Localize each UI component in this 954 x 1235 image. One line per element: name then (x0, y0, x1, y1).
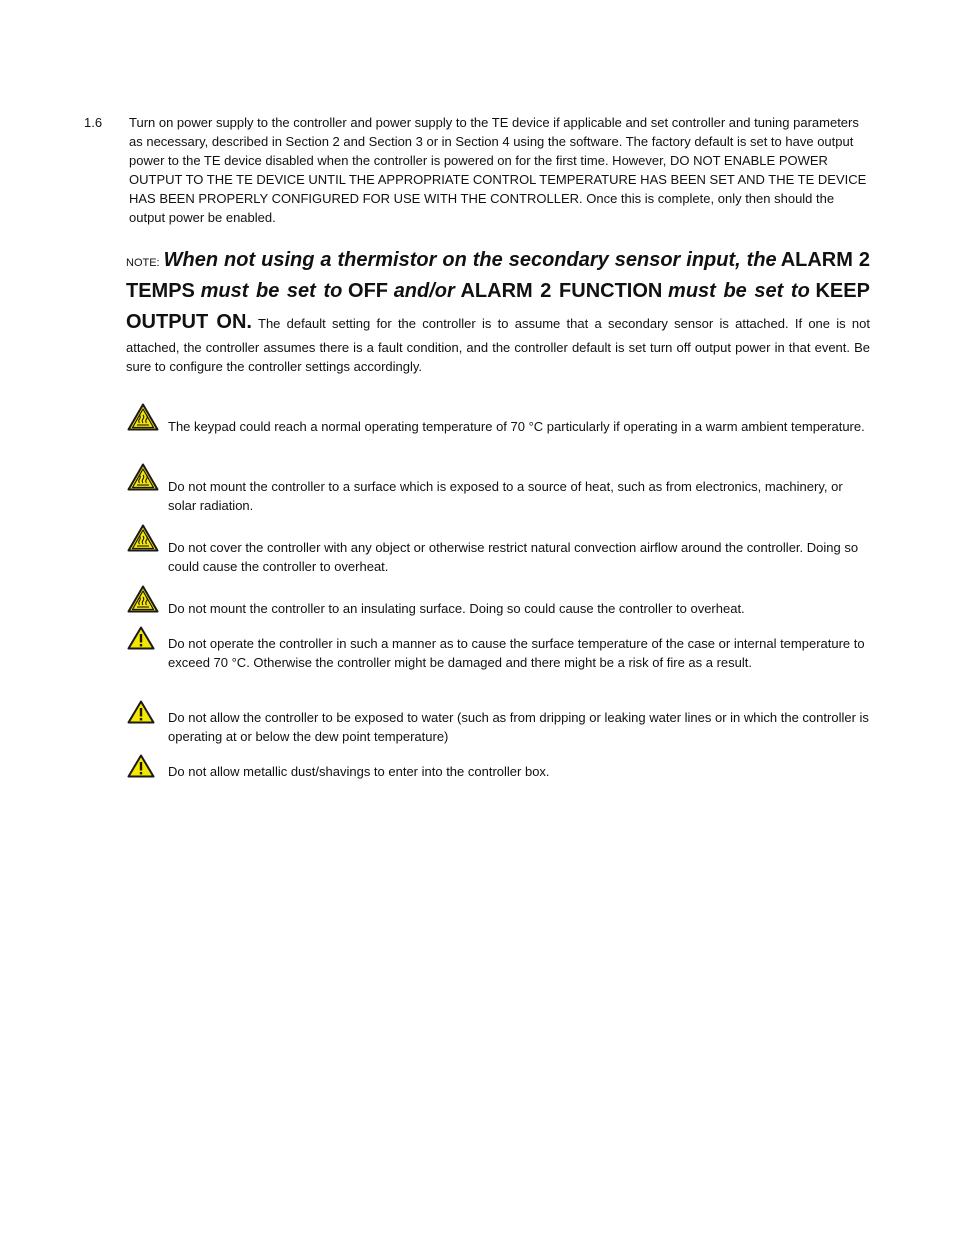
note-emphasis: must be set to (668, 280, 810, 302)
note-keyword-alarm2-function: ALARM 2 FUNCTION (460, 280, 663, 302)
note-keyword-keep-output-on: KEEP OUTPUT ON. (126, 280, 870, 333)
warning-text: Do not cover the controller with any object or otherwise restrict natural convection airflow around the controller. Doing so could cause the controller to overheat. (168, 540, 859, 574)
note-emphasis: must be set to (200, 280, 343, 302)
warning-text: Do not allow metallic dust/shavings to enter into the controller box. (168, 764, 550, 779)
note-tail-text: The default setting for the controller is to assume that a secondary sensor is attached. If one is not attached, the controller assumes there is a fault condition, and the controller default is set turn off output power in that event. Be sure to configure the controller settings accordingly. (126, 316, 870, 374)
warning-text: Do not allow the controller to be exposed to water (such as from dripping or leaking water lines or in which the controller is operating at or below the dew point temperature) (168, 710, 869, 744)
hot-surface-icon (127, 524, 159, 552)
caution-icon (127, 626, 159, 654)
section-number: 1.6 (84, 115, 103, 130)
warning-text: Do not mount the controller to an insulating surface. Doing so could cause the controller to overheat. (168, 601, 745, 616)
note-emphasis: and/or (393, 280, 455, 302)
hot-surface-icon (127, 585, 159, 613)
caution-icon (127, 754, 159, 782)
caution-icon (127, 700, 159, 728)
note-keyword-alarm2-temps: ALARM 2 TEMPS (126, 249, 870, 302)
note-keyword-off: OFF (348, 280, 389, 302)
note-emphasis: When not using a thermistor on the secondary sensor input, the (163, 249, 777, 271)
warning-text: The keypad could reach a normal operating temperature of 70 °C particularly if operating in a warm ambient temperature. (168, 419, 865, 434)
warning-text: Do not operate the controller in such a manner as to cause the surface temperature of the case or internal temperature to exceed 70 °C. Otherwise the controller might be damaged and there might be a risk of fire as a result. (168, 636, 865, 670)
hot-surface-icon (127, 463, 159, 491)
hot-surface-icon (127, 403, 159, 431)
note-block (126, 245, 870, 376)
section-paragraph: Turn on power supply to the controller and power supply to the TE device if applicable and set controller and tuning parameters as necessary, described in Section 2 and Section 3 or in Section 4 using the software. The factory default is set to have output power to the TE device disabled when the controller is powered on for the first time. However, DO NOT ENABLE POWER OUTPUT TO THE TE DEVICE UNTIL THE APPROPRIATE CONTROL TEMPERATURE HAS BEEN SET AND THE TE DEVICE HAS BEEN PROPERLY CONFIGURED FOR USE WITH THE CONTROLLER. Once this is complete, only then should the output power be enabled. (129, 115, 867, 225)
note-label: NOTE: (126, 257, 160, 269)
warning-text: Do not mount the controller to a surface which is exposed to a source of heat, such as from electronics, machinery, or solar radiation. (168, 479, 843, 513)
